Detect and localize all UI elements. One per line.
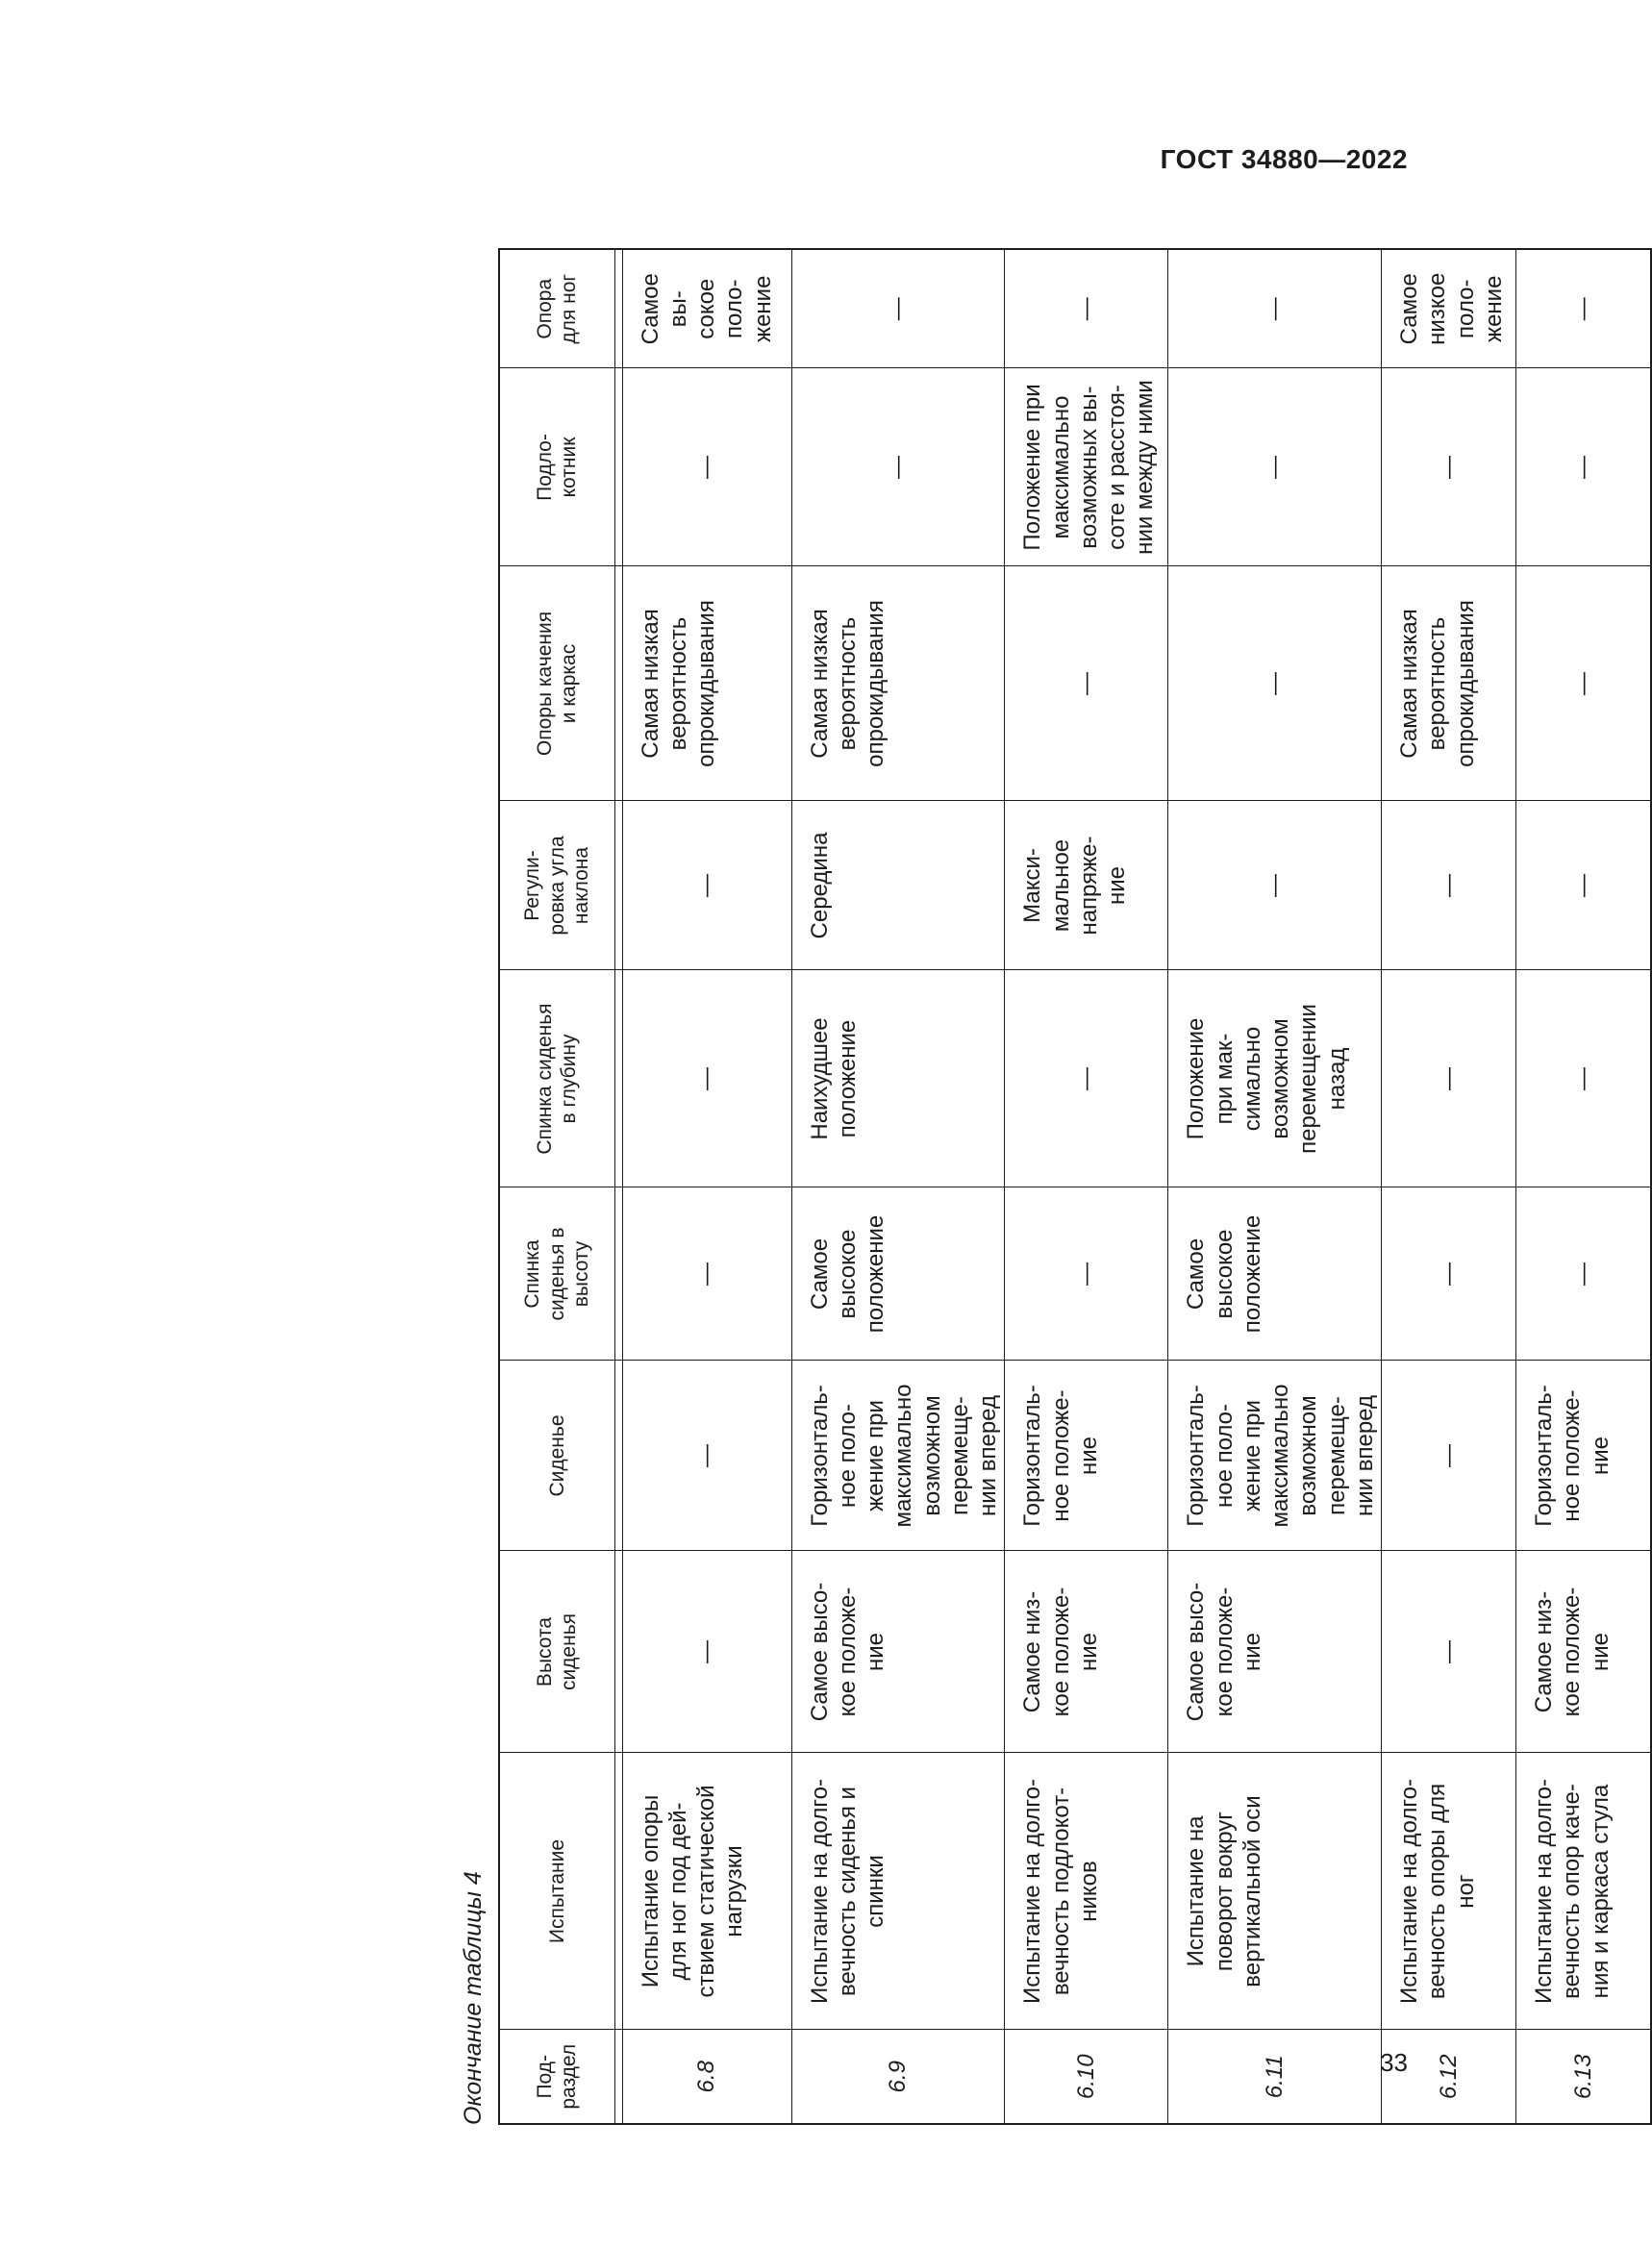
column-header-back-height: Спинка сиденья в высоту (499, 1187, 614, 1361)
cell-seat-height: — (1382, 1551, 1516, 1753)
cell-tilt-adjustment: — (1382, 801, 1516, 970)
header-separator (614, 249, 622, 2124)
cell-back-height: Самое высокое положение (791, 1187, 1005, 1361)
column-header-footrest: Опора для ног (499, 249, 614, 368)
cell-seat-height: Самое высо- кое положе- ние (791, 1551, 1005, 1753)
cell-test: Испытание на поворот вокруг вертикальной оси (1168, 1753, 1382, 2030)
test-conditions-table (498, 248, 1652, 2125)
cell-tilt-adjustment: — (622, 801, 791, 970)
cell-test: Испытание на долго- вечность опоры для ног (1382, 1753, 1516, 2030)
header-separator-cell (614, 249, 622, 368)
header-separator-cell (614, 368, 622, 566)
table-row (1168, 249, 1382, 2124)
column-header-test: Испытание (499, 1753, 614, 2030)
cell-footrest: — (791, 249, 1005, 368)
cell-back-height: — (1516, 1187, 1651, 1361)
cell-footrest: — (1516, 249, 1651, 368)
cell-subsection: 6.10 (1005, 2030, 1168, 2124)
cell-back-height: Самое высокое положение (1168, 1187, 1382, 1361)
cell-back-depth: — (1382, 970, 1516, 1187)
table-row (1005, 249, 1168, 2124)
cell-seat-height: Самое высо- кое положе- ние (1168, 1551, 1382, 1753)
cell-test: Испытание опоры для ног под дей- ствием статической нагрузки (622, 1753, 791, 2030)
cell-seat: — (1382, 1361, 1516, 1551)
cell-subsection: 6.12 (1382, 2030, 1516, 2124)
rotated-table-container (452, 272, 1614, 2125)
cell-footrest: — (1168, 249, 1382, 368)
cell-test: Испытание на долго- вечность опор каче- ния и каркаса стула (1516, 1753, 1651, 2030)
column-header-tilt-adjustment: Регули- ровка угла наклона (499, 801, 614, 970)
cell-seat: Горизонталь- ное поло- жение при максимально возможном перемеще- нии вперед (791, 1361, 1005, 1551)
cell-footrest: Самое вы- сокое поло- жение (622, 249, 791, 368)
table-body (614, 249, 1651, 2124)
header-separator-cell (614, 1361, 622, 1551)
cell-subsection: 6.11 (1168, 2030, 1382, 2124)
cell-back-height: — (1005, 1187, 1168, 1361)
cell-seat: Горизонталь- ное положе- ние (1005, 1361, 1168, 1551)
cell-casters-frame: Самая низкая вероятность опрокидывания (791, 566, 1005, 801)
cell-back-depth: — (622, 970, 791, 1187)
cell-subsection: 6.13 (1516, 2030, 1651, 2124)
table-row (1516, 249, 1651, 2124)
cell-seat-height: Самое низ- кое положе- ние (1516, 1551, 1651, 1753)
column-header-subsection: Под- раздел (499, 2030, 614, 2124)
cell-back-depth: — (1516, 970, 1651, 1187)
cell-armrest: — (1168, 368, 1382, 566)
cell-test: Испытание на долго- вечность подлокот- ников (1005, 1753, 1168, 2030)
cell-seat: Горизонталь- ное поло- жение при максимально возможном перемеще- нии вперед (1168, 1361, 1382, 1551)
cell-seat-height: — (622, 1551, 791, 1753)
cell-casters-frame: — (1168, 566, 1382, 801)
cell-back-height: — (622, 1187, 791, 1361)
column-header-casters-frame: Опоры качения и каркас (499, 566, 614, 801)
cell-back-depth: Наихудшее положение (791, 970, 1005, 1187)
cell-armrest: — (622, 368, 791, 566)
page-number: 33 (1380, 2048, 1408, 2077)
column-header-seat: Сиденье (499, 1361, 614, 1551)
table-row (622, 249, 791, 2124)
header-separator-cell (614, 1187, 622, 1361)
document-code: ГОСТ 34880—2022 (1160, 144, 1408, 174)
column-header-seat-height: Высота сиденья (499, 1551, 614, 1753)
cell-footrest: — (1005, 249, 1168, 368)
table-row (1382, 249, 1516, 2124)
cell-casters-frame: — (1516, 566, 1651, 801)
cell-tilt-adjustment: — (1168, 801, 1382, 970)
cell-armrest: Положение при максимально возможных вы- соте и расстоя- нии между ними (1005, 368, 1168, 566)
cell-armrest: — (1516, 368, 1651, 566)
column-header-back-depth: Спинка сиденья в глубину (499, 970, 614, 1187)
cell-back-depth: Положение при мак- симально возможном перемещении назад (1168, 970, 1382, 1187)
cell-footrest: Самое низкое поло- жение (1382, 249, 1516, 368)
cell-subsection: 6.8 (622, 2030, 791, 2124)
cell-armrest: — (791, 368, 1005, 566)
table-row (791, 249, 1005, 2124)
header-separator-cell (614, 801, 622, 970)
cell-tilt-adjustment: Середина (791, 801, 1005, 970)
cell-seat-height: Самое низ- кое положе- ние (1005, 1551, 1168, 1753)
table-header-row (499, 249, 614, 2124)
cell-seat: Горизонталь- ное положе- ние (1516, 1361, 1651, 1551)
cell-casters-frame: — (1005, 566, 1168, 801)
header-separator-cell (614, 2030, 622, 2124)
cell-test: Испытание на долго- вечность сиденья и спинки (791, 1753, 1005, 2030)
header-separator-cell (614, 566, 622, 801)
header-separator-cell (614, 1753, 622, 2030)
cell-back-depth: — (1005, 970, 1168, 1187)
column-header-armrest: Подло- котник (499, 368, 614, 566)
cell-subsection: 6.9 (791, 2030, 1005, 2124)
cell-casters-frame: Самая низкая вероятность опрокидывания (1382, 566, 1516, 801)
cell-armrest: — (1382, 368, 1516, 566)
cell-seat: — (622, 1361, 791, 1551)
cell-tilt-adjustment: Макси- мальное напряже- ние (1005, 801, 1168, 970)
cell-back-height: — (1382, 1187, 1516, 1361)
table-caption: Окончание таблицы 4 (460, 1871, 487, 2125)
header-separator-cell (614, 970, 622, 1187)
header-separator-cell (614, 1551, 622, 1753)
cell-casters-frame: Самая низкая вероятность опрокидывания (622, 566, 791, 801)
cell-tilt-adjustment: — (1516, 801, 1651, 970)
